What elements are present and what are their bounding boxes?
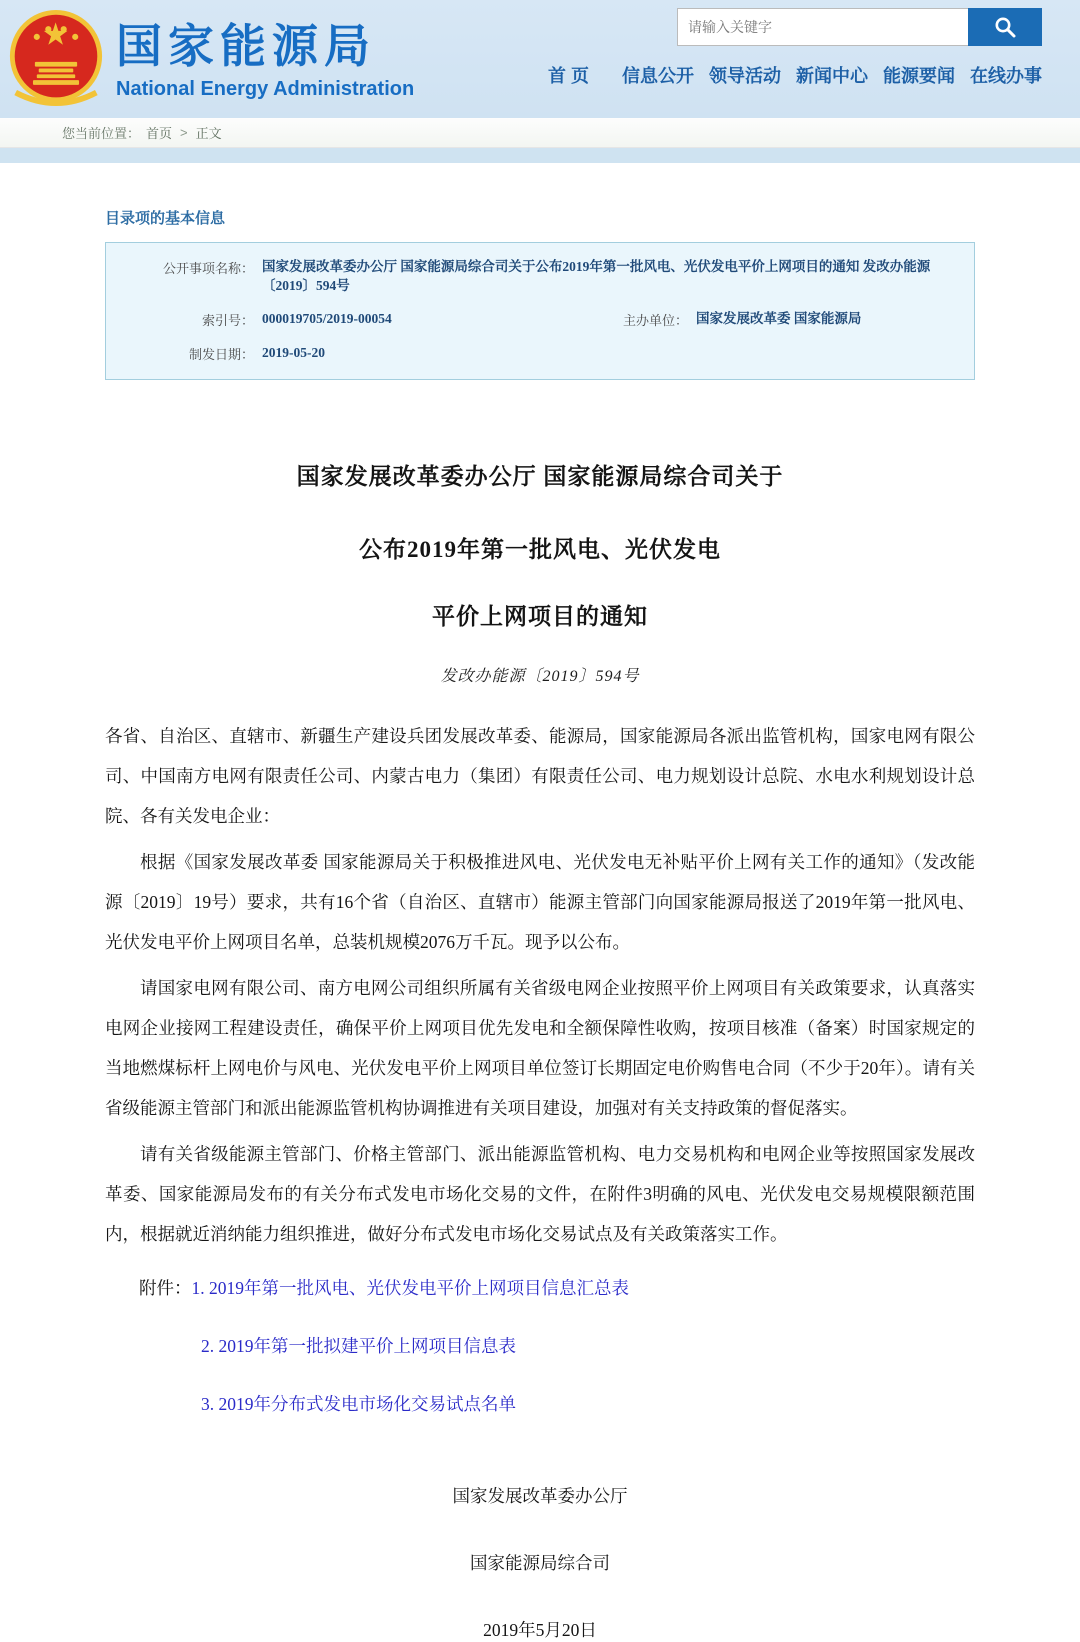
catalog-org-value: 国家发展改革委 国家能源局: [696, 311, 862, 326]
main-nav: [547, 62, 1042, 88]
signature-org-1: 国家发展改革委办公厅: [452, 1486, 628, 1506]
nav-item-home[interactable]: 首 页: [547, 66, 589, 86]
search-input[interactable]: [677, 8, 968, 46]
nav-item-online-services[interactable]: 在线办事: [970, 66, 1042, 86]
doc-paragraph-recipients: 各省、自治区、直辖市、新疆生产建设兵团发展改革委、能源局，国家能源局各派出监管机构，国家电网有限公司、中国南方电网有限责任公司、内蒙古电力（集团）有限责任公司、电力规划设计总院、水电水利规划设计总院、各有关发电企业：: [105, 726, 975, 826]
doc-title-line-3: 平价上网项目的通知: [432, 604, 648, 629]
catalog-index-value: 000019705/2019-00054: [262, 311, 392, 326]
nav-item-info-disclosure[interactable]: 信息公开: [622, 66, 694, 86]
catalog-row-name: [106, 257, 974, 295]
breadcrumb-prefix: 您当前位置：: [62, 126, 141, 141]
search-button[interactable]: [968, 8, 1042, 46]
catalog-org-label: 主办单位：: [622, 313, 688, 328]
divider-strip: [0, 148, 1080, 163]
attachment-indent: [139, 1328, 201, 1365]
catalog-name-label: 公开事项名称：: [162, 261, 254, 276]
doc-paragraph-basis: 根据《国家发展改革委 国家能源局关于积极推进风电、光伏发电无补贴平价上网有关工作的通知》（发改能源〔2019〕19号）要求，共有16个省（自治区、直辖市）能源主管部门向国家能源局报送了2019年第一批风电、光伏发电平价上网项目名单，总装机规模2076万千瓦。现予以公布。: [105, 852, 975, 952]
breadcrumb-separator: >: [180, 125, 188, 140]
attachment-line-3: [139, 1386, 975, 1423]
main-content: [0, 207, 1080, 1642]
site-title-en: National Energy Administration: [116, 78, 415, 100]
catalog-date-label: 制发日期：: [188, 347, 254, 362]
attachment-link-3[interactable]: 3. 2019年分布式发电市场化交易试点名单: [201, 1394, 516, 1414]
catalog-date-value: 2019-05-20: [262, 345, 325, 360]
doc-title-line-2: 公布2019年第一批风电、光伏发电: [359, 537, 721, 562]
catalog-name-value: 国家发展改革委办公厅 国家能源局综合司关于公布2019年第一批风电、光伏发电平价上网项目的通知 发改办能源〔2019〕594号: [262, 259, 931, 293]
breadcrumb-home-link[interactable]: 首页: [146, 126, 173, 141]
doc-paragraph-grid-requirements: 请国家电网有限公司、南方电网公司组织所属有关省级电网企业按照平价上网项目有关政策要求，认真落实电网企业接网工程建设责任，确保平价上网项目优先发电和全额保障性收购，按项目核准（备案）时国家规定的当地燃煤标杆上网电价与风电、光伏发电平价上网项目单位签订长期固定电价购售电合同（不少于20年）。请有关省级能源主管部门和派出能源监管机构协调推进有关项目建设，加强对有关支持政策的督促落实。: [105, 978, 975, 1118]
catalog-org-col: [540, 309, 974, 329]
breadcrumb-current: 正文: [195, 126, 222, 141]
national-emblem-icon: [8, 8, 104, 108]
catalog-row-date: [106, 343, 974, 363]
breadcrumb: [0, 118, 1080, 148]
attachment-line-2: [139, 1328, 975, 1365]
nav-item-news-center[interactable]: 新闻中心: [796, 66, 868, 86]
doc-title-line-1: 国家发展改革委办公厅 国家能源局综合司关于: [296, 464, 784, 489]
nav-item-leader-activities[interactable]: 领导活动: [709, 66, 781, 86]
nav-item-energy-news[interactable]: 能源要闻: [883, 66, 955, 86]
attachments-list: [139, 1270, 975, 1423]
attachment-line-1: [139, 1270, 975, 1307]
doc-number: 发改办能源〔2019〕594号: [440, 668, 640, 685]
search-bar: [677, 8, 1042, 46]
site-header: [0, 0, 1080, 118]
signature-date: 2019年5月20日: [483, 1620, 597, 1640]
doc-body: [105, 716, 975, 1254]
attachment-link-2[interactable]: 2. 2019年第一批拟建平价上网项目信息表: [201, 1336, 516, 1356]
search-icon: [993, 15, 1017, 39]
catalog-index-label: 索引号：: [201, 313, 254, 328]
catalog-info-box: [105, 242, 975, 380]
attachment-indent: [139, 1386, 201, 1423]
catalog-index-col: [106, 309, 540, 329]
attachment-link-1[interactable]: 1. 2019年第一批风电、光伏发电平价上网项目信息汇总表: [191, 1278, 629, 1298]
signature-org-2: 国家能源局综合司: [470, 1553, 610, 1573]
site-title-cn: 国家能源局: [116, 20, 376, 72]
attachments-label: 附件：: [139, 1278, 192, 1298]
catalog-row-index-org: [106, 309, 974, 329]
doc-paragraph-market-trade: 请有关省级能源主管部门、价格主管部门、派出能源监管机构、电力交易机构和电网企业等按照国家发展改革委、国家能源局发布的有关分布式发电市场化交易的文件，在附件3明确的风电、光伏发电交易规模限额范围内，根据就近消纳能力组织推进，做好分布式发电市场化交易试点及有关政策落实工作。: [105, 1144, 975, 1244]
signature-block: [105, 1483, 975, 1642]
site-brand: [116, 10, 414, 101]
notice-document: [105, 458, 975, 1642]
catalog-section-title: 目录项的基本信息: [105, 210, 226, 227]
